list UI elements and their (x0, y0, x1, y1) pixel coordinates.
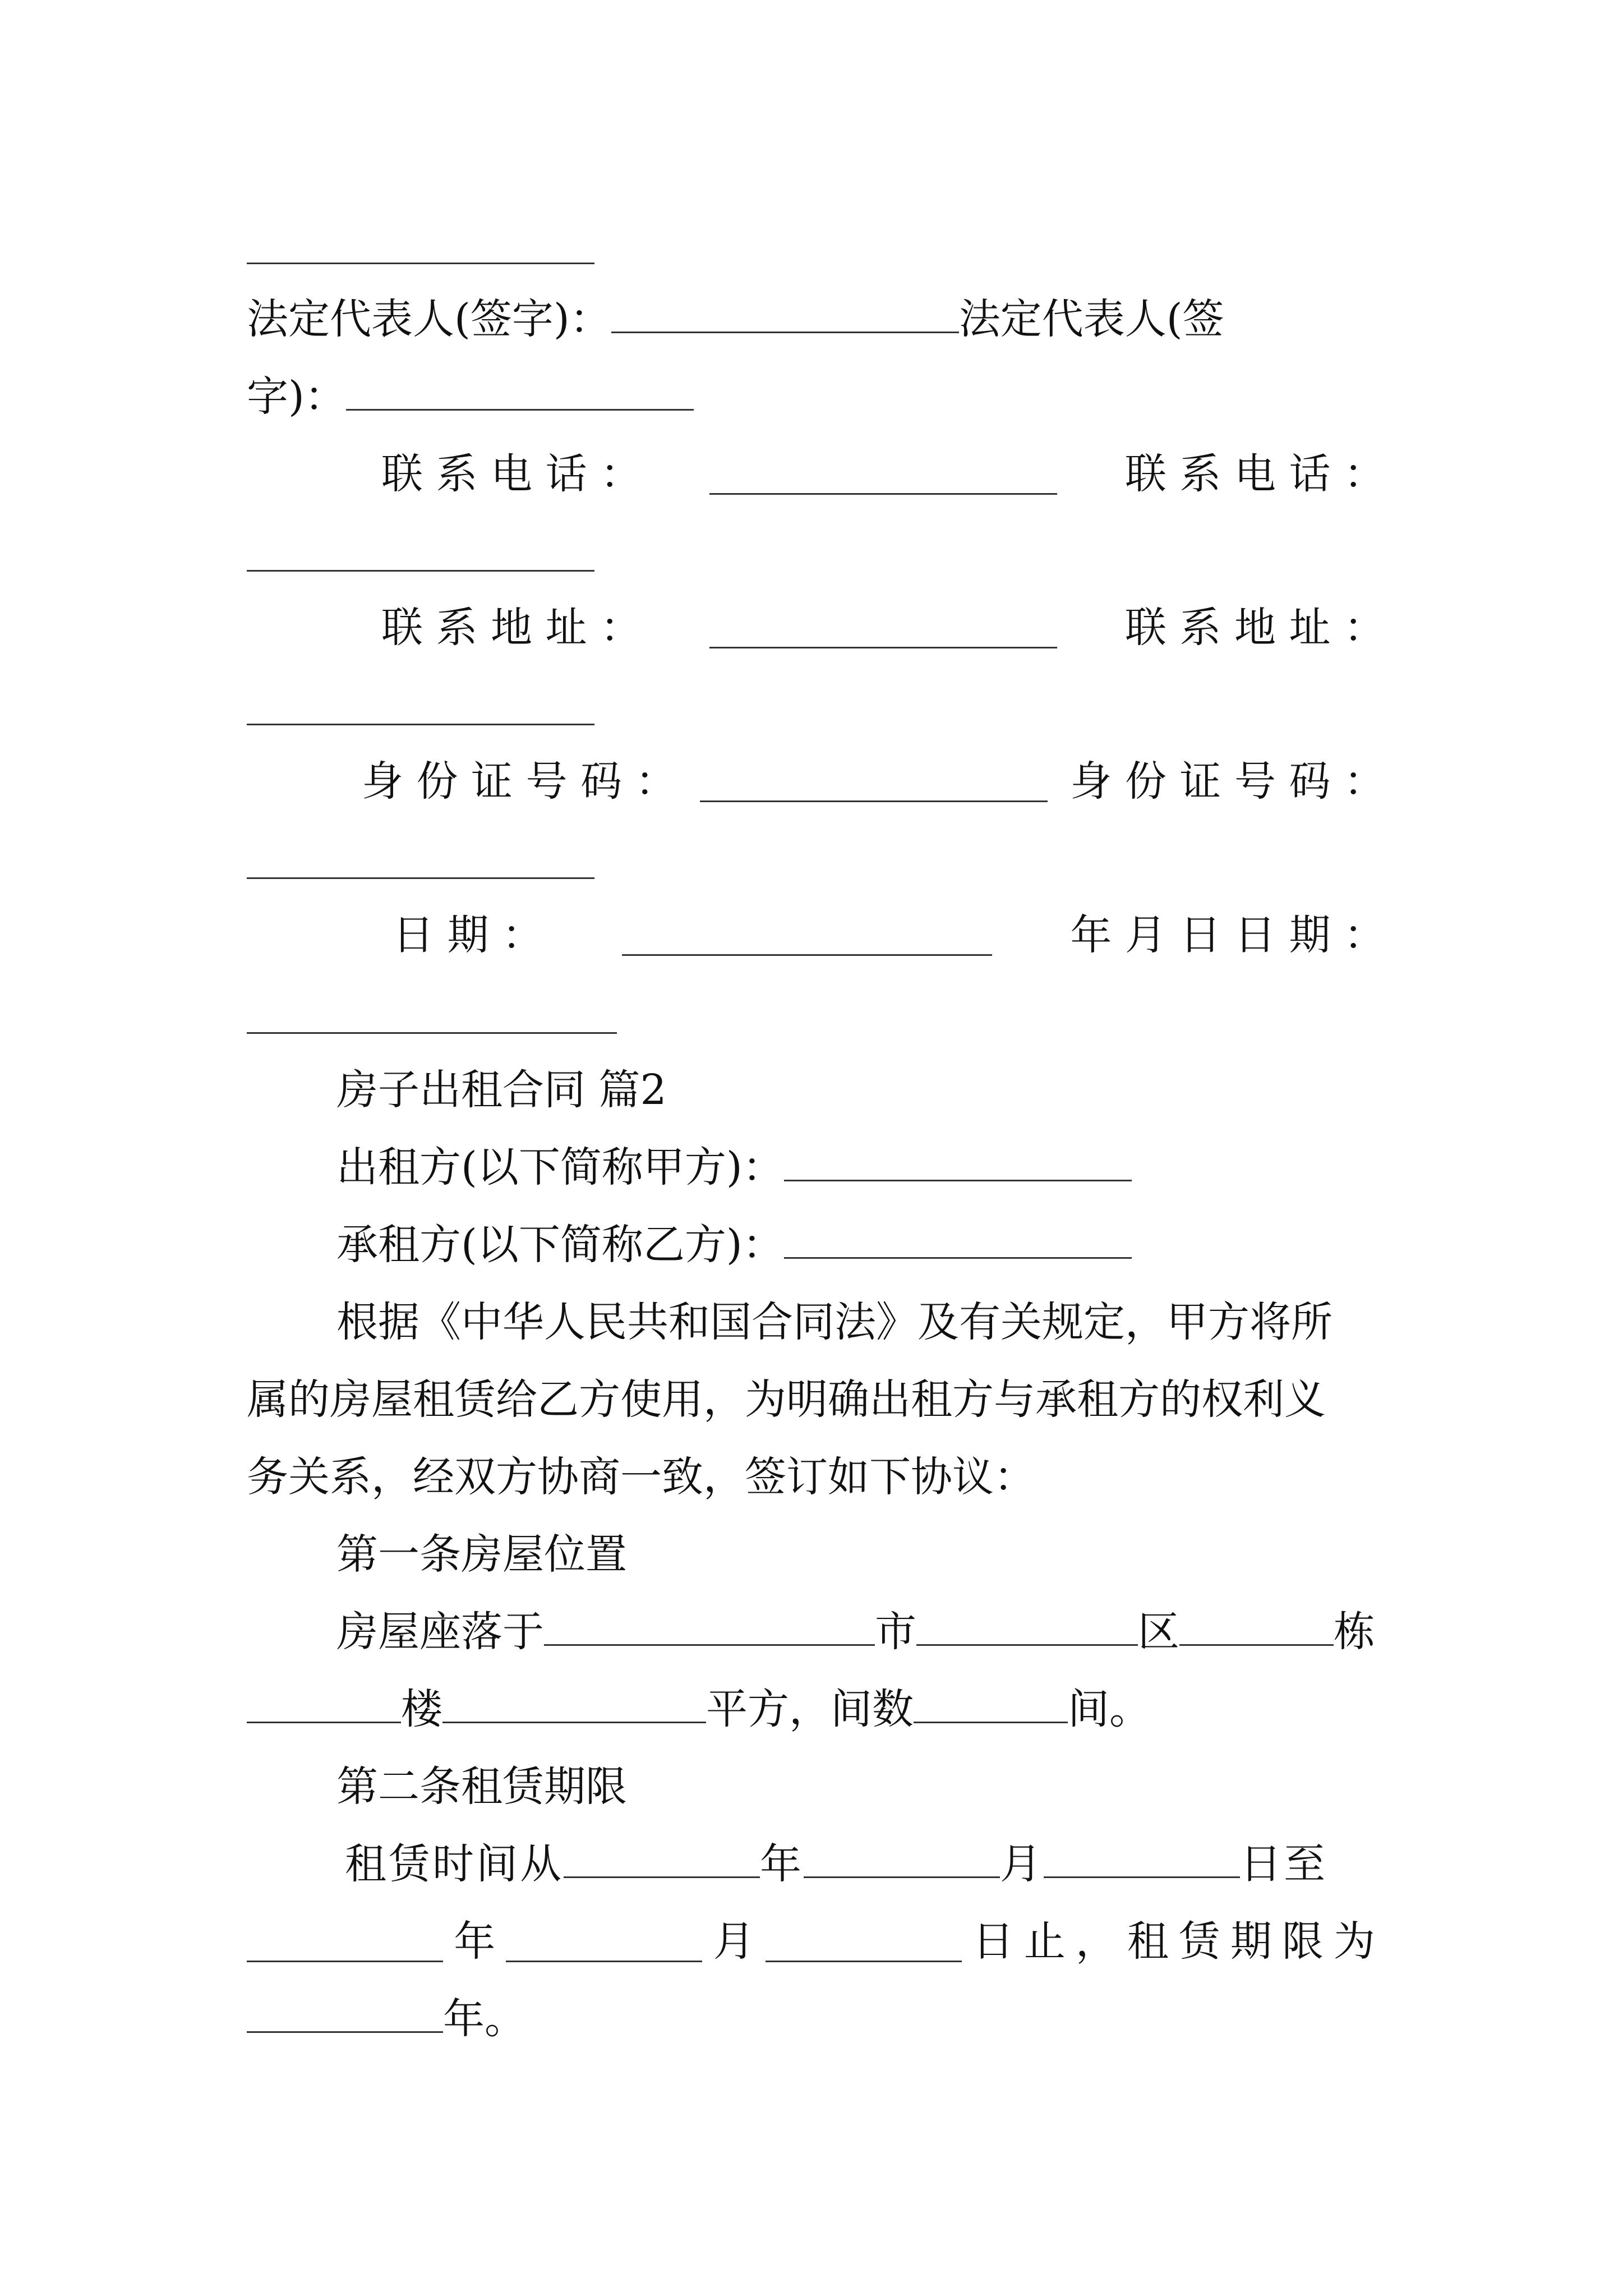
address-blank-left[interactable] (709, 647, 1057, 648)
term-year2: 年 (454, 1917, 496, 1966)
city-blank[interactable] (916, 1644, 1138, 1646)
date-blank-right[interactable] (247, 1032, 617, 1034)
intro-line-2 (247, 1375, 1385, 1424)
address-label-left: 联 系 地 址 ： (381, 604, 642, 652)
location-row-1 (336, 1608, 1475, 1656)
date-row (393, 911, 1385, 959)
building-blank[interactable] (247, 1722, 401, 1723)
legal-rep-row-cont (247, 372, 1385, 421)
article1-title (336, 1530, 1475, 1579)
blank-line (247, 263, 594, 264)
term-start-year-blank[interactable] (564, 1876, 760, 1878)
legal-rep-blank-right[interactable] (346, 409, 694, 411)
id-label-left: 身 份 证 号 码 ： (362, 757, 677, 806)
location-blank[interactable] (544, 1644, 875, 1646)
date-blank-left[interactable] (622, 954, 992, 956)
location-area: 平方，间数 (706, 1685, 914, 1733)
location-district: 区 (1138, 1608, 1179, 1656)
term-end-day-blank[interactable] (766, 1961, 962, 1962)
legal-rep-label-right: 法定代表人(签 (958, 295, 1224, 343)
lessor-label: 出租方(以下简称甲方)： (336, 1143, 784, 1191)
id-label-right: 身 份 证 号 码 ： (1070, 757, 1385, 806)
location-row-2 (247, 1685, 1385, 1733)
location-floor: 楼 (401, 1685, 442, 1733)
legal-rep-blank-left[interactable] (611, 332, 959, 333)
district-blank[interactable] (1179, 1644, 1334, 1646)
phone-label-left: 联 系 电 话 ： (381, 450, 642, 498)
intro-text-1: 根据《中华人民共和国合同法》及有关规定，甲方将所 (336, 1298, 1332, 1346)
term-start-day-blank[interactable] (1044, 1876, 1240, 1878)
legal-rep-label-left: 法定代表人(签字)： (247, 295, 611, 343)
lessee-row (336, 1221, 1475, 1269)
location-city: 市 (875, 1608, 916, 1656)
id-row (362, 757, 1385, 806)
article2-title-text: 第二条租赁期限 (336, 1763, 627, 1811)
term-row-3 (247, 1995, 1385, 2043)
term-label: 租赁时间从 (345, 1840, 564, 1888)
term-to: 日至 (1240, 1840, 1327, 1888)
address-label-right: 联 系 地 址 ： (1124, 604, 1385, 652)
article2-title (336, 1763, 1475, 1811)
intro-line-1 (336, 1298, 1475, 1346)
term-row-1 (345, 1840, 1483, 1888)
phone-blank-right[interactable] (247, 570, 594, 572)
id-blank-right[interactable] (247, 877, 594, 879)
term-month2: 月 (713, 1917, 755, 1966)
term-end: 日止，租赁期限为 (972, 1917, 1385, 1966)
location-building: 栋 (1334, 1608, 1375, 1656)
intro-text-2: 属的房屋租赁给乙方使用，为明确出租方与承租方的权利义 (247, 1375, 1326, 1424)
term-start-month-blank[interactable] (804, 1876, 1000, 1878)
term-end-year-blank[interactable] (247, 1961, 443, 1962)
intro-line-3 (247, 1453, 1385, 1501)
address-row (381, 604, 1385, 652)
legal-rep-label-right-cont: 字)： (247, 372, 346, 421)
floor-blank[interactable] (442, 1722, 706, 1723)
intro-text-3: 务关系，经双方协商一致，签订如下协议： (247, 1453, 1035, 1501)
term-year: 年 (760, 1840, 804, 1888)
term-row-2 (247, 1917, 1385, 1966)
lessee-blank[interactable] (784, 1257, 1132, 1259)
legal-rep-row (247, 295, 1385, 343)
term-month: 月 (1000, 1840, 1044, 1888)
location-label: 房屋座落于 (336, 1608, 544, 1656)
date-label-left: 日 期 ： (393, 911, 544, 959)
lessee-label: 承租方(以下简称乙方)： (336, 1221, 784, 1269)
article1-title-text: 第一条房屋位置 (336, 1530, 627, 1579)
id-blank-left[interactable] (700, 800, 1048, 802)
rooms-blank[interactable] (914, 1722, 1068, 1723)
contract2-title (336, 1066, 1475, 1114)
term-years: 年。 (443, 1995, 526, 2043)
date-label-right: 年 月 日 日 期 ： (1070, 911, 1385, 959)
contract2-title-text: 房子出租合同 篇2 (336, 1066, 667, 1114)
term-years-blank[interactable] (247, 2031, 443, 2033)
lessor-row (336, 1143, 1475, 1191)
lessor-blank[interactable] (784, 1180, 1132, 1181)
term-end-month-blank[interactable] (506, 1961, 702, 1962)
address-blank-right[interactable] (247, 724, 594, 725)
phone-row (381, 450, 1385, 498)
phone-label-right: 联 系 电 话 ： (1124, 450, 1385, 498)
phone-blank-left[interactable] (709, 493, 1057, 495)
location-rooms: 间。 (1068, 1685, 1151, 1733)
